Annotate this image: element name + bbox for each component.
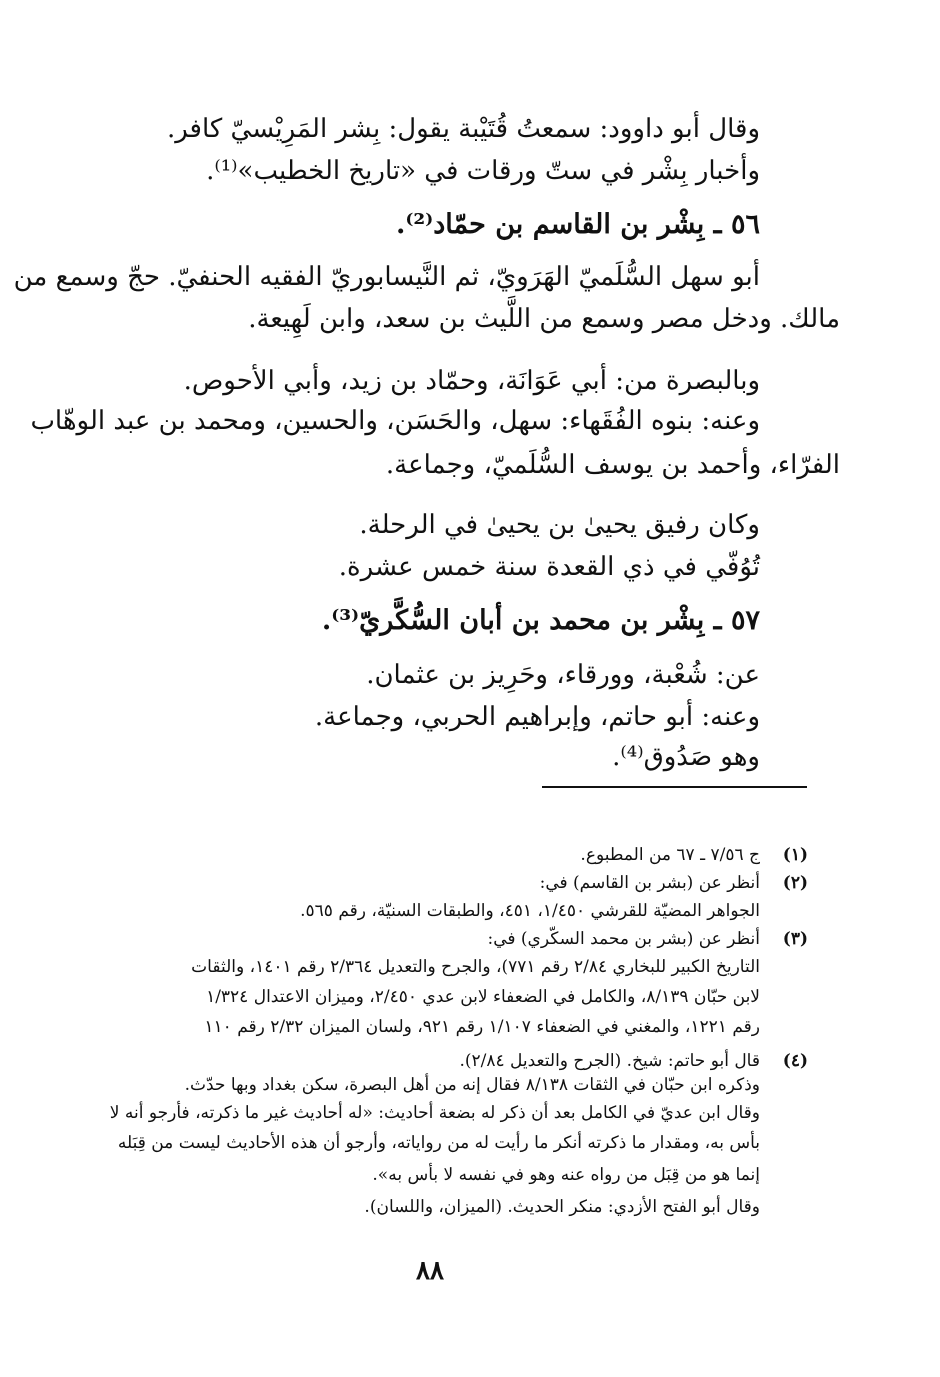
body-line: وكان رفيق يحيىٰ بن يحيىٰ في الرحلة.	[359, 510, 760, 540]
body-line: وبالبصرة من: أبي عَوَانَة، وحمّاد بن زيد، وأبي الأحوص.	[183, 366, 760, 396]
entry-heading-57: ٥٧ ـ بِشْر بن محمد بن أبان السُّكَّريّ⁽³⁾.	[321, 605, 760, 636]
footnote-number-1: (١)	[782, 845, 808, 865]
footnote-line: ج ٧/٥٦ ـ ٦٧ من المطبوع.	[580, 845, 760, 865]
footnote-number-2: (٢)	[782, 873, 808, 893]
body-line: وعنه: أبو حاتم، وإبراهيم الحربي، وجماعة.	[314, 702, 760, 732]
body-line: وعنه: بنوه الفُقَهاء: سهل، والحَسَن، والحسين، ومحمد بن عبد الوهّاب	[30, 406, 760, 436]
body-line: تُوُفّي في ذي القعدة سنة خمس عشرة.	[338, 552, 760, 582]
body-line: وقال أبو داوود: سمعتُ قُتَيْبة يقول: بِشر المَرِيْسيّ كافر.	[166, 114, 760, 144]
entry-heading-56: ٥٦ ـ بِشْر بن القاسم بن حمّاد⁽²⁾.	[395, 209, 760, 240]
footnote-number-4: (٤)	[782, 1051, 808, 1071]
footnote-line: لابن حبّان ٨/١٣٩، والكامل في الضعفاء لابن عدي ٢/٤٥٠، وميزان الاعتدال ١/٣٢٤	[206, 987, 760, 1007]
footnote-line: إنما هو من قِبَل من رواه عنه وهو في نفسه لا بأس به».	[372, 1165, 760, 1185]
body-line: وهو صَدُوق⁽⁴⁾.	[612, 742, 760, 772]
footnote-line: وقال أبو الفتح الأزدي: منكر الحديث. (الميزان، واللسان).	[364, 1197, 760, 1217]
body-line: أبو سهل السُّلَميّ الهَرَويّ، ثم النَّيسابوريّ الفقيه الحنفيّ. حجّ وسمع من	[13, 262, 760, 292]
body-line: الفرّاء، وأحمد بن يوسف السُّلَميّ، وجماعة.	[385, 450, 840, 480]
footnote-line: أنظر عن (بشر بن محمد السكّري) في:	[487, 929, 760, 949]
body-line: مالك. ودخل مصر وسمع من اللَّيث بن سعد، وابن لَهِيعة.	[248, 304, 840, 334]
body-line: وأخبار بِشْر في ستّ ورقات في «تاريخ الخطيب»⁽¹⁾.	[206, 156, 760, 186]
footnote-number-3: (٣)	[782, 929, 808, 949]
footnote-line: قال أبو حاتم: شيخ. (الجرح والتعديل ٢/٨٤).	[459, 1051, 760, 1071]
body-line: عن: شُعْبة، وورقاء، وحَرِيز بن عثمان.	[366, 660, 760, 690]
footnote-line: أنظر عن (بشر بن القاسم) في:	[539, 873, 760, 893]
footnote-line: بأس به، ومقدار ما ذكرته أنكر ما رأيت له من رواياته، وأرجو أن هذه الأحاديث ليست من قِبَله	[117, 1133, 760, 1153]
footnote-line: التاريخ الكبير للبخاري ٢/٨٤ رقم ٧٧١)، والجرح والتعديل ٢/٣٦٤ رقم ١٤٠١، والثقات	[191, 957, 760, 977]
footnote-line: وذكره ابن حبّان في الثقات ٨/١٣٨ فقال إنه من أهل البصرة، سكن بغداد وبها حدّث.	[184, 1075, 760, 1095]
footnote-line: وقال ابن عديّ في الكامل بعد أن ذكر له بضعة أحاديث: «له أحاديث غير ما ذكرته، فأرجو أنه لا	[109, 1103, 760, 1123]
footnote-line: الجواهر المضيّة للقرشي ١/٤٥٠، ٤٥١، والطبقات السنيّة، رقم ٥٦٥.	[300, 901, 760, 921]
footnote-line: رقم ١٢٢١، والمغني في الضعفاء ١/١٠٧ رقم ٩٢١، ولسان الميزان ٢/٣٢ رقم ١١٠	[204, 1017, 760, 1037]
footnote-divider	[542, 786, 807, 788]
page-number: ٨٨	[416, 1256, 444, 1286]
